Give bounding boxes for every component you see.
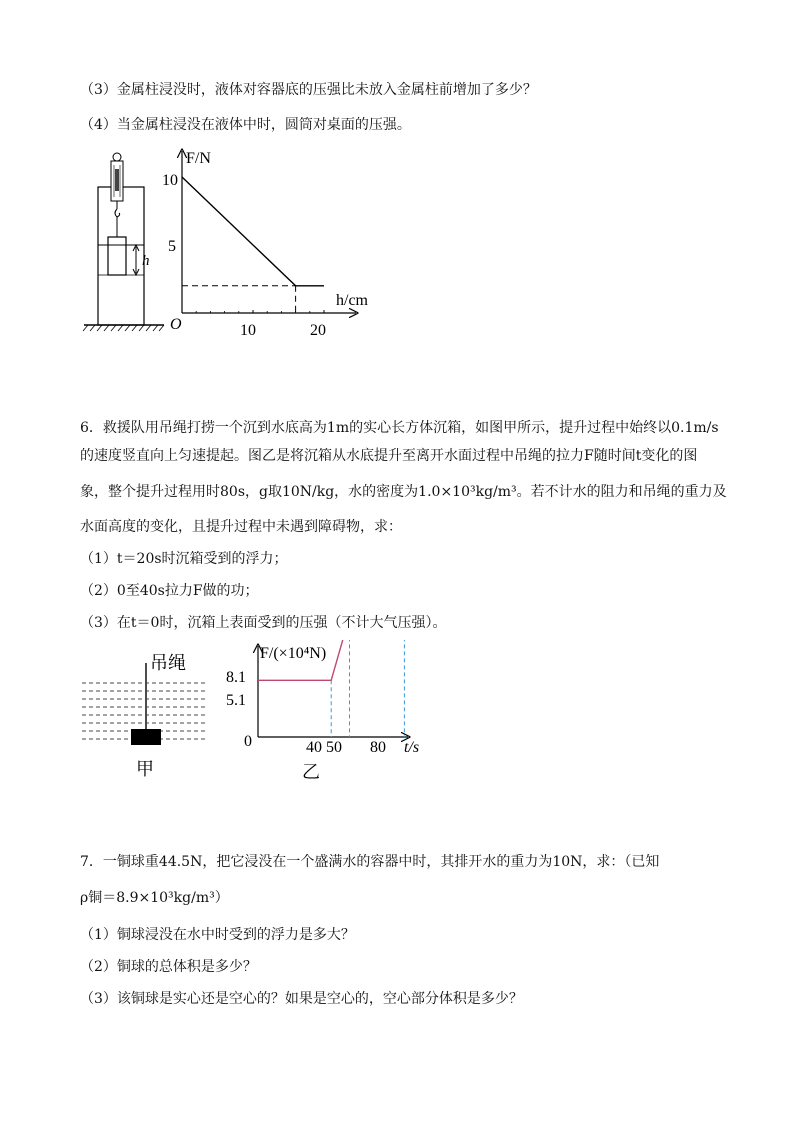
q7-part1: （1）铜球浸没在水中时受到的浮力是多大？	[80, 927, 355, 943]
origin-label: O	[170, 316, 182, 333]
spring-scale-apparatus-figure	[80, 145, 170, 335]
figure-jia-caisson-in-water	[78, 645, 213, 785]
q7-line1: 7．一铜球重44.5N，把它浸没在一个盛满水的容器中时，其排开水的重力为10N，求：（已知	[80, 854, 660, 870]
q6-part1: （1）t＝20s时沉箱受到的浮力；	[80, 551, 288, 567]
y-tick-10: 10	[162, 172, 178, 189]
q6-line2: 的速度竖直向上匀速提起。图乙是将沉箱从水底提升至离开水面过程中吊绳的拉力F随时间t变化的图	[80, 448, 698, 464]
q7-part2: （2）铜球的总体积是多少？	[80, 959, 257, 975]
x-tick-10: 10	[240, 322, 256, 339]
q6-line1: 6．救援队用吊绳打捞一个沉到水底高为1m的实心长方体沉箱，如图甲所示，提升过程中始终以0.1m/s	[80, 420, 719, 436]
q5-part3: （3）金属柱浸没时，液体对容器底的压强比未放入金属柱前增加了多少？	[80, 82, 537, 98]
y-tick-5.1: 5.1	[226, 692, 246, 709]
origin-label: 0	[244, 733, 252, 750]
x-axis-label: h/cm	[336, 292, 368, 309]
x-axis-label: t/s	[404, 739, 420, 756]
q6-line3: 象，整个提升过程用时80s，g取10N/kg，水的密度为1.0×10³kg/m³。若不计水的阻力和吊绳的重力及	[80, 484, 727, 500]
f-h-graph	[160, 145, 390, 345]
q7-line2: ρ铜＝8.9×10³kg/m³）	[80, 890, 229, 906]
rope-label: 吊绳	[150, 653, 186, 673]
scale-hook-loop	[113, 153, 121, 161]
caption-yi: 乙	[302, 762, 320, 782]
y-axis-label: F/N	[186, 150, 211, 167]
x-tick-80: 80	[370, 739, 386, 756]
f-h-series-line	[182, 177, 324, 286]
y-axis-label: F/(×10⁴N)	[260, 645, 327, 662]
f-t-graph	[222, 640, 432, 785]
caisson	[131, 729, 161, 745]
x-tick-50: 50	[326, 739, 342, 756]
q7-part3: （3）该铜球是实心还是空心的？如果是空心的，空心部分体积是多少？	[80, 991, 523, 1007]
caption-jia: 甲	[136, 759, 154, 779]
metal-cylinder	[108, 237, 126, 275]
q6-part2: （2）0至40s拉力F做的功；	[80, 583, 259, 599]
q6-line4: 水面高度的变化，且提升过程中未遇到障碍物，求：	[80, 519, 402, 535]
x-tick-40: 40	[306, 739, 322, 756]
y-tick-5: 5	[168, 238, 176, 255]
q6-part3: （3）在t＝0时，沉箱上表面受到的压强（不计大气压强）。	[80, 615, 447, 631]
x-tick-20: 20	[310, 322, 326, 339]
q5-part4: （4）当金属柱浸没在液体中时，圆筒对桌面的压强。	[80, 117, 411, 133]
h-label: h	[142, 253, 150, 269]
y-tick-8.1: 8.1	[226, 669, 246, 686]
